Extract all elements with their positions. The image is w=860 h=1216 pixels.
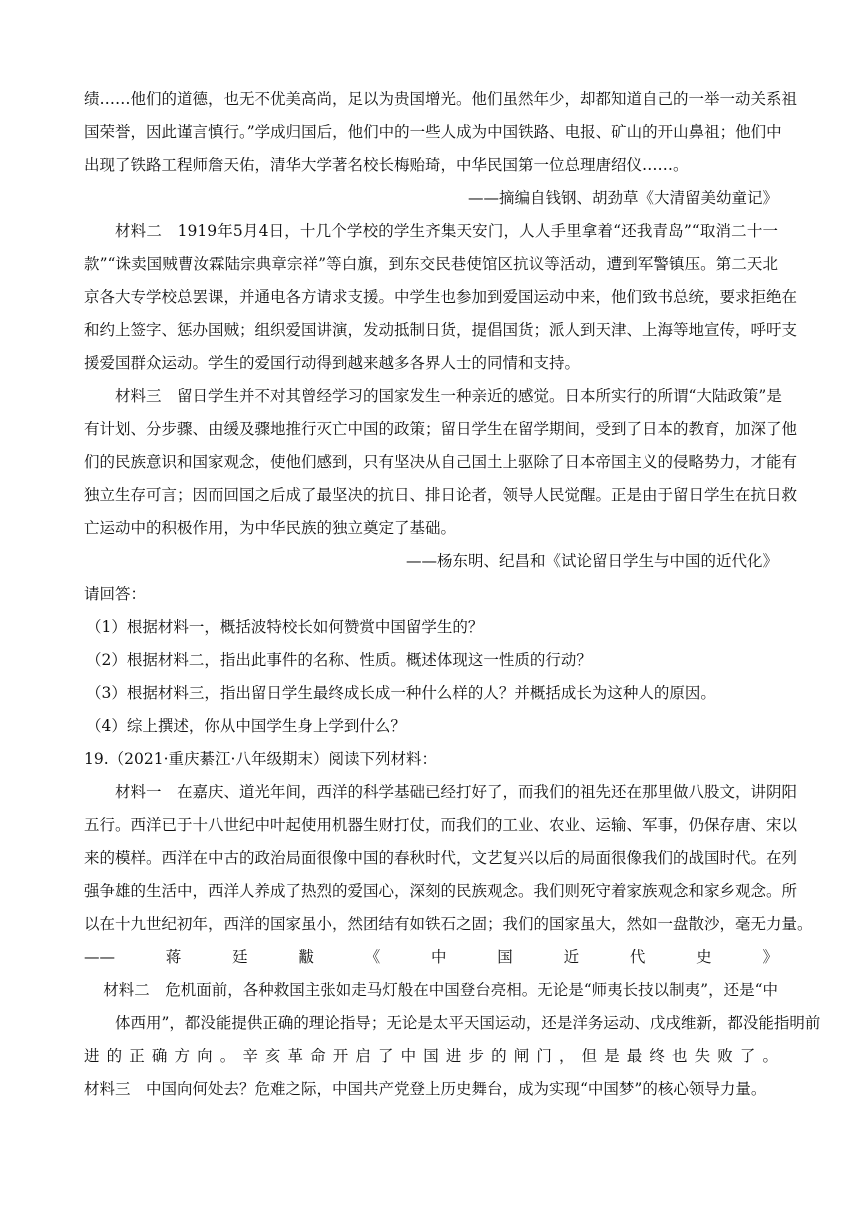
text-line: 强争雄的生活中，西洋人养成了热烈的爱国心，深刻的民族观念。我们则死守着家族观念和家乡观念。所 xyxy=(84,882,798,900)
text-line: 材料二 1919年5月4日，十几个学校的学生齐集天安门，人人手里拿着“还我青岛”“取消二十一 xyxy=(115,222,778,240)
text-line: 绩……他们的道德，也无不优美高尚，足以为贵国增光。他们虽然年少，却都知道自己的一举一动关系祖 xyxy=(84,90,798,108)
text-line: 有计划、分步骤、由缓及骤地推行灭亡中国的政策；留日学生在留学期间，受到了日本的教育，加深了他 xyxy=(84,420,798,438)
text-line: 款”“诛卖国贼曹汝霖陆宗典章宗祥”等白旗，到东交民巷使馆区抗议等活动，遭到军警镇压。第二天北 xyxy=(84,255,778,273)
text-line: 进的正确方向。辛亥革命开启了中国进步的闸门，但是最终也失败了。 xyxy=(84,1047,778,1065)
text-line: 以在十九世纪初年，西洋的国家虽小，然团结有如铁石之固；我们的国家虽大，然如一盘散沙，毫无力量。 xyxy=(84,915,813,933)
question-item: （3）根据材料三，指出留日学生最终成长成一种什么样的人？并概括成长为这种人的原因。 xyxy=(86,684,716,702)
text-line: 京各大专学校总罢课，并通电各方请求支援。中学生也参加到爱国运动中来，他们致书总统，要求拒绝在 xyxy=(84,288,798,306)
text-line: 出现了铁路工程师詹天佑，清华大学著名校长梅贻琦，中华民国第一位总理唐绍仪……。 xyxy=(84,156,689,174)
source-citation: ——杨东明、纪昌和《试论留日学生与中国的近代化》 xyxy=(405,552,778,570)
text-line: 亡运动中的积极作用，为中华民族的独立奠定了基础。 xyxy=(84,519,457,537)
text-line: 五行。西洋已于十八世纪中叶起使用机器生财打仗，而我们的工业、农业、运输、军事，仍保存唐、宋以 xyxy=(84,816,798,834)
text-line: 和约上签字、惩办国贼；组织爱国讲演，发动抵制日货，提倡国货；派人到天津、上海等地宣传，呼吁支 xyxy=(84,321,798,339)
source-citation: ——摘编自钱钢、胡劲草《大清留美幼童记》 xyxy=(467,189,778,207)
question-item: （4）综上撰述，你从中国学生身上学到什么？ xyxy=(86,717,406,735)
question-item: （1）根据材料一，概括波特校长如何赞赏中国留学生的？ xyxy=(86,618,484,636)
text-line: 国荣誉，因此谨言慎行。”学成归国后，他们中的一些人成为中国铁路、电报、矿山的开山鼻祖；他们中 xyxy=(84,123,782,141)
text-line: 材料三 中国向何处去？危难之际，中国共产党登上历史舞台，成为实现“中国梦”的核心领导力量。 xyxy=(84,1080,767,1098)
text-line: ——蒋廷黻《中国近代史》 xyxy=(84,948,778,966)
text-line: 援爱国群众运动。学生的爱国行动得到越来越多各界人士的同情和支持。 xyxy=(84,354,581,372)
question-heading: 19.（2021·重庆綦江·八年级期末）阅读下列材料： xyxy=(84,750,437,768)
question-item: （2）根据材料二，指出此事件的名称、性质。概述体现这一性质的行动？ xyxy=(86,651,592,669)
text-line: 来的模样。西洋在中古的政治局面很像中国的春秋时代，文艺复兴以后的局面很像我们的战国时代。在列 xyxy=(84,849,798,867)
question-prompt: 请回答： xyxy=(84,585,147,603)
text-line: 体西用”，都没能提供正确的理论指导；无论是太平天国运动，还是洋务运动、戊戌维新，都没能指明前 xyxy=(115,1014,821,1032)
source-citation: 材料二 危机面前，各种救国主张如走马灯般在中国登台亮相。无论是“师夷长技以制夷”，还是“中 xyxy=(103,981,778,999)
text-line: 材料一 在嘉庆、道光年间，西洋的科学基础已经打好了，而我们的祖先还在那里做八股文，讲阴阳 xyxy=(115,783,798,801)
text-line: 独立生存可言；因而回国之后成了最坚决的抗日、排日论者，领导人民觉醒。正是由于留日学生在抗日救 xyxy=(84,486,798,504)
text-line: 们的民族意识和国家观念，使他们感到，只有坚决从自己国土上驱除了日本帝国主义的侵略势力，才能有 xyxy=(84,453,798,471)
text-line: 材料三 留日学生并不对其曾经学习的国家发生一种亲近的感觉。日本所实行的所谓“大陆政策”是 xyxy=(115,387,782,405)
